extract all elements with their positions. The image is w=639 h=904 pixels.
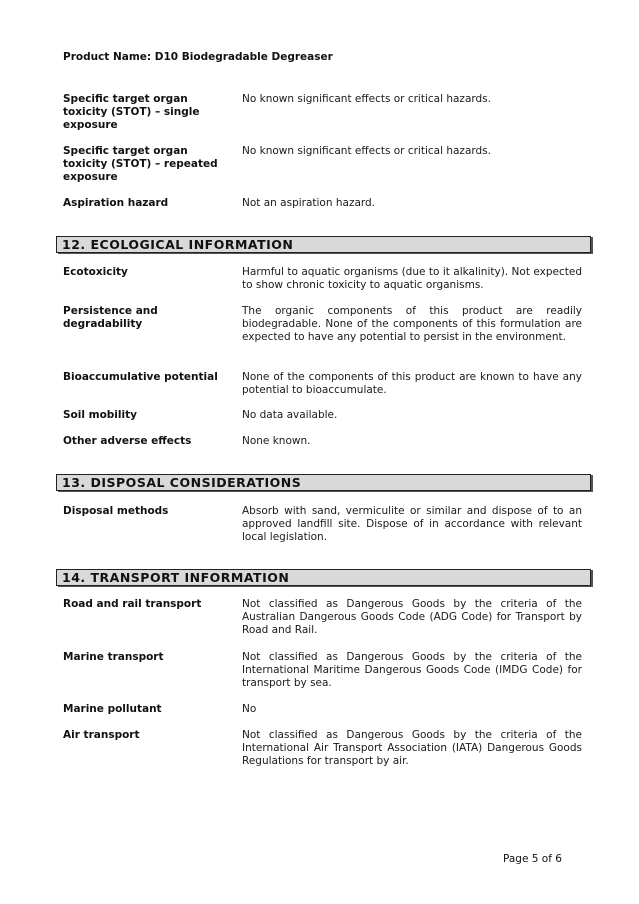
field-label: Marine pollutant xyxy=(63,703,162,715)
field-value: Not classified as Dangerous Goods by the criteria of the International Air Transport Association (IATA) Dangerous Goods Regulations for transport by air. xyxy=(242,729,582,767)
field-value: None of the components of this product are known to have any potential to bioaccumulate. xyxy=(242,371,582,396)
field-label: Other adverse effects xyxy=(63,435,192,447)
field-value: Not classified as Dangerous Goods by the criteria of the Australian Dangerous Goods Code (ADG Code) for Transport by Road and Rail. xyxy=(242,598,582,636)
field-value: No data available. xyxy=(242,409,338,421)
field-label: Specific target organ toxicity (STOT) – single exposure xyxy=(63,93,200,131)
field-value: Not classified as Dangerous Goods by the criteria of the International Maritime Dangerous Goods Code (IMDG Code) for transport by sea. xyxy=(242,651,582,689)
field-label: Aspiration hazard xyxy=(63,197,169,209)
field-label: Road and rail transport xyxy=(63,598,202,610)
field-value: Not an aspiration hazard. xyxy=(242,197,376,209)
section-header-ecological: 12. ECOLOGICAL INFORMATION xyxy=(56,236,591,253)
field-label: Bioaccumulative potential xyxy=(63,371,218,383)
field-label: Soil mobility xyxy=(63,409,137,421)
field-value: No known significant effects or critical hazards. xyxy=(242,145,491,157)
field-label: Specific target organ toxicity (STOT) – repeated exposure xyxy=(63,145,218,183)
product-name: Product Name: D10 Biodegradable Degreaser xyxy=(63,51,333,63)
field-label: Ecotoxicity xyxy=(63,266,128,278)
field-value: No known significant effects or critical hazards. xyxy=(242,93,491,105)
field-value: Harmful to aquatic organisms (due to it alkalinity). Not expected to show chronic toxicity to aquatic organisms. xyxy=(242,266,582,291)
field-label: Persistence and degradability xyxy=(63,305,158,330)
field-value: None known. xyxy=(242,435,311,447)
section-header-transport: 14. TRANSPORT INFORMATION xyxy=(56,569,591,586)
field-label: Marine transport xyxy=(63,651,164,663)
field-label: Disposal methods xyxy=(63,505,169,517)
field-value: The organic components of this product are readily biodegradable. None of the components of this formulation are expected to have any potential to persist in the environment. xyxy=(242,305,582,343)
page-number: Page 5 of 6 xyxy=(503,853,562,865)
section-header-disposal: 13. DISPOSAL CONSIDERATIONS xyxy=(56,474,591,491)
field-label: Air transport xyxy=(63,729,140,741)
field-value: Absorb with sand, vermiculite or similar and dispose of to an approved landfill site. Dispose of in accordance with relevant local legislation. xyxy=(242,505,582,543)
field-value: No xyxy=(242,703,257,715)
